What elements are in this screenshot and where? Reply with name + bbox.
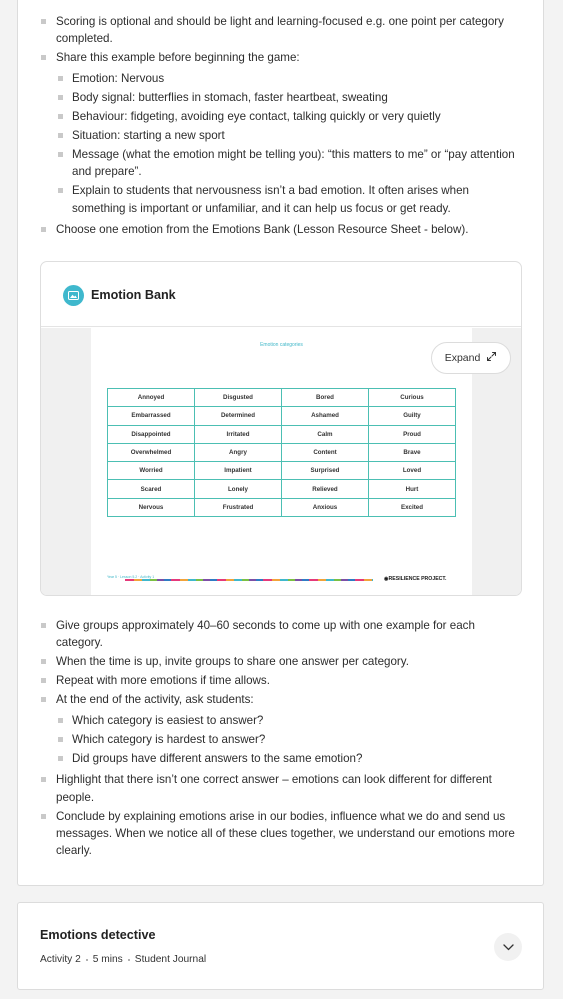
emotion-cell: Calm (282, 425, 369, 443)
image-icon (63, 285, 84, 306)
emotion-cell: Nervous (108, 498, 195, 516)
emotion-cell: Lonely (195, 480, 282, 498)
expand-activity-button[interactable] (494, 933, 522, 961)
expand-icon (486, 351, 497, 365)
separator-dot (128, 959, 130, 961)
emotion-cell: Worried (108, 462, 195, 480)
example-list (18, 70, 545, 216)
list-item: Highlight that there isn’t one correct answer – emotions can look different for different people. (18, 771, 545, 806)
emotion-cell: Impatient (195, 462, 282, 480)
example-item: Behaviour: fidgeting, avoiding eye contact, talking quickly or very quietly (18, 108, 545, 125)
instruction-list-continued (18, 617, 545, 861)
emotion-row (108, 389, 456, 407)
separator-dot (86, 959, 88, 961)
emotion-cell: Overwhelmed (108, 443, 195, 461)
list-item: Repeat with more emotions if time allows. (18, 672, 545, 689)
emotion-cell: Content (282, 443, 369, 461)
resource-preview (41, 328, 522, 596)
emotion-cell: Determined (195, 407, 282, 425)
emotion-row (108, 498, 456, 516)
emotion-cell: Disgusted (195, 389, 282, 407)
emotion-cell: Bored (282, 389, 369, 407)
example-item: Body signal: butterflies in stomach, faster heartbeat, sweating (18, 89, 545, 106)
activity-resource: Student Journal (134, 954, 207, 965)
list-item: Give groups approximately 40–60 seconds to come up with one example for each category. (18, 617, 545, 652)
activity-duration: 5 mins (92, 954, 123, 965)
expand-label: Expand (444, 352, 481, 364)
list-item (18, 691, 545, 767)
emotion-row (108, 407, 456, 425)
emotion-cell: Anxious (282, 498, 369, 516)
emotion-cell: Annoyed (108, 389, 195, 407)
emotion-cell: Guilty (369, 407, 456, 425)
emotion-cell: Curious (369, 389, 456, 407)
list-item (18, 49, 545, 217)
emotion-cell: Proud (369, 425, 456, 443)
resource-slide (91, 328, 472, 596)
activity-card[interactable] (17, 902, 544, 990)
lesson-content-card (17, 0, 544, 886)
emotion-cell: Scared (108, 480, 195, 498)
activity-title: Emotions detective (40, 928, 156, 942)
emotion-row (108, 480, 456, 498)
emotion-cell: Surprised (282, 462, 369, 480)
emotion-bank-header (41, 262, 521, 327)
list-item-text: At the end of the activity, ask students: (56, 692, 254, 706)
emotion-cell: Irritated (195, 425, 282, 443)
instruction-list (18, 13, 545, 240)
question-item: Which category is hardest to answer? (18, 731, 545, 748)
questions-list (18, 712, 545, 767)
emotion-cell: Relieved (282, 480, 369, 498)
list-item: Conclude by explaining emotions arise in our bodies, influence what we do and send us messages. When we notice all of these clues together, we understand our emotions more clearly. (18, 808, 545, 860)
slide-footer-caption: Year 5 · Lesson 5.2 · Activity 1 (107, 575, 155, 579)
emotion-cell: Embarrassed (108, 407, 195, 425)
emotion-bank-title: Emotion Bank (91, 288, 176, 302)
emotion-row (108, 443, 456, 461)
emotion-cell: Excited (369, 498, 456, 516)
emotion-bank-panel (40, 261, 522, 596)
example-item: Situation: starting a new sport (18, 127, 545, 144)
list-item: Choose one emotion from the Emotions Bank (Lesson Resource Sheet - below). (18, 221, 545, 238)
emotion-cell: Frustrated (195, 498, 282, 516)
emotion-cell: Loved (369, 462, 456, 480)
emotion-cell: Hurt (369, 480, 456, 498)
chevron-down-icon (503, 938, 514, 956)
resilience-project-logo: ◉RESILIENCE PROJECT. (384, 576, 447, 582)
emotion-cell: Angry (195, 443, 282, 461)
question-item: Which category is easiest to answer? (18, 712, 545, 729)
list-item-text: Share this example before beginning the game: (56, 51, 300, 65)
example-item: Emotion: Nervous (18, 70, 545, 87)
list-item: When the time is up, invite groups to share one answer per category. (18, 653, 545, 670)
expand-button[interactable] (431, 342, 511, 374)
activity-number: Activity 2 (40, 954, 81, 965)
emotion-cell: Ashamed (282, 407, 369, 425)
emotion-categories-table (107, 388, 456, 517)
emotion-cell: Brave (369, 443, 456, 461)
activity-meta (40, 954, 206, 965)
emotion-row (108, 425, 456, 443)
question-item: Did groups have different answers to the same emotion? (18, 750, 545, 767)
slide-heading: Emotion categories (260, 342, 303, 348)
emotion-row (108, 462, 456, 480)
example-item: Message (what the emotion might be telling you): “this matters to me” or “pay attention and prepare”. (18, 146, 545, 181)
color-stripe (125, 579, 373, 581)
list-item: Scoring is optional and should be light and learning-focused e.g. one point per category completed. (18, 13, 545, 48)
example-item: Explain to students that nervousness isn’t a bad emotion. It often arises when something is important or unfamiliar, and it can help us focus or get ready. (18, 182, 545, 217)
emotion-cell: Disappointed (108, 425, 195, 443)
